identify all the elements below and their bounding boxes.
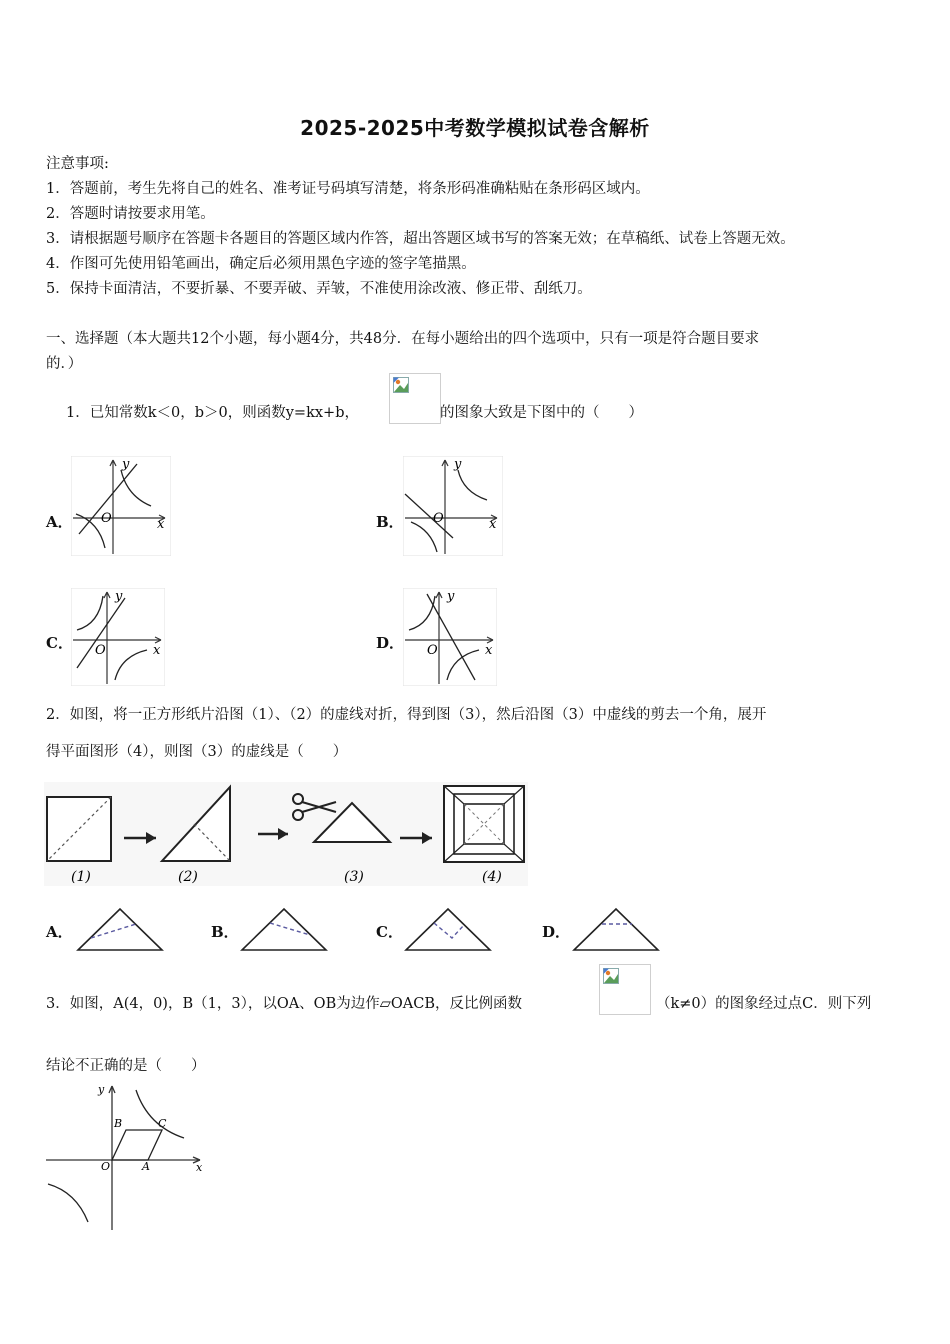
axis-x-label: x	[485, 643, 493, 658]
origin-label: O	[101, 511, 112, 526]
axis-y-label: y	[98, 1083, 105, 1096]
notice-item: 5．保持卡面清洁，不要折暴、不要弄破、弄皱，不准使用涂改液、修正带、刮纸刀。	[46, 281, 592, 297]
option-label: C．	[376, 923, 403, 941]
origin-label: O	[101, 1160, 111, 1173]
option-label: D．	[542, 923, 571, 941]
point-c-label: C	[158, 1117, 167, 1130]
option-label: B．	[211, 923, 239, 941]
origin-label: O	[95, 643, 106, 658]
q1-text: 1．已知常数k＜0，b＞0，则函数y=kx+b，	[66, 405, 359, 421]
origin-label: O	[433, 511, 444, 526]
q3-text-cont: （k≠0）的图象经过点C．则下列	[656, 996, 872, 1012]
fig-label: (2)	[178, 869, 198, 885]
fig-label: (1)	[71, 869, 91, 885]
q2-option-d-figure	[572, 904, 660, 952]
q2-option-c-figure	[404, 904, 492, 952]
broken-image-icon	[393, 377, 409, 393]
fig-label: (3)	[344, 869, 364, 885]
option-label: D．	[376, 634, 405, 652]
section-heading: 一、选择题（本大题共12个小题，每小题4分，共48分．在每小题给出的四个选项中，只有一项是符合题目要求	[46, 331, 760, 347]
notice-item: 2．答题时请按要求用笔。	[46, 206, 215, 222]
section-heading-cont: 的．）	[46, 356, 83, 372]
q3-coordinate-figure	[44, 1080, 208, 1232]
notice-heading: 注意事项:	[46, 156, 109, 172]
axis-x-label: x	[153, 643, 161, 658]
q1-graph-d	[403, 588, 497, 686]
notice-item: 1．答题前，考生先将自己的姓名、准考证号码填写清楚，将条形码准确粘贴在条形码区域内。	[46, 181, 650, 197]
axis-y-label: y	[115, 589, 123, 604]
axis-x-label: x	[489, 517, 497, 532]
option-label: C．	[46, 634, 73, 652]
q3-text-line2: 结论不正确的是（ ）	[46, 1058, 206, 1074]
axis-y-label: y	[122, 457, 130, 472]
point-b-label: B	[114, 1117, 123, 1130]
q1-graph-c	[71, 588, 165, 686]
q2-option-a-figure	[76, 904, 164, 952]
q1-text-cont: 的图象大致是下图中的（ ）	[440, 405, 643, 421]
formula-image	[389, 373, 441, 424]
q3-text: 3．如图，A(4，0)，B（1，3），以OA、OB为边作▱OACB，反比例函数	[46, 996, 522, 1012]
axis-y-label: y	[447, 589, 455, 604]
q2-folding-figure	[44, 782, 528, 886]
axis-x-label: x	[196, 1161, 203, 1174]
axis-x-label: x	[157, 517, 165, 532]
option-label: A．	[46, 923, 73, 941]
option-label: A．	[46, 513, 73, 531]
point-a-label: A	[142, 1160, 150, 1173]
q2-option-b-figure	[240, 904, 328, 952]
q2-text-cont: 得平面图形（4），则图（3）的虚线是（ ）	[46, 744, 348, 760]
axis-y-label: y	[454, 457, 462, 472]
fig-label: (4)	[482, 869, 502, 885]
origin-label: O	[427, 643, 438, 658]
q2-text: 2．如图，将一正方形纸片沿图（1）、（2）的虚线对折，得到图（3），然后沿图（3）中虚线的剪去一个角，展开	[46, 707, 767, 723]
notice-item: 3．请根据题号顺序在答题卡各题目的答题区域内作答，超出答题区域书写的答案无效；在草稿纸、试卷上答题无效。	[46, 231, 795, 247]
q1-graph-a	[71, 456, 171, 556]
q1-graph-b	[403, 456, 503, 556]
option-label: B．	[376, 513, 404, 531]
notice-item: 4．作图可先使用铅笔画出，确定后必须用黑色字迹的签字笔描黑。	[46, 256, 476, 272]
page-title: 2025-2025中考数学模拟试卷含解析	[300, 116, 650, 140]
broken-image-icon	[603, 968, 619, 984]
formula-image	[599, 964, 651, 1015]
